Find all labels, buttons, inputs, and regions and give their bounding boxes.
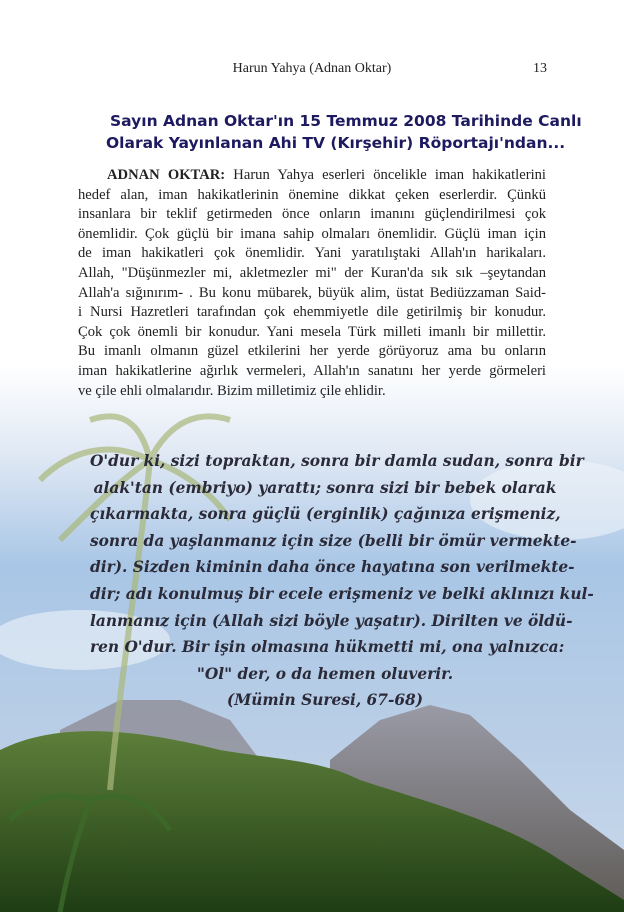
paragraph-line: hedef alan, iman hakikatlerinin önemine dikkat çeken eserlerdir. Çünkü	[78, 186, 546, 203]
title-line: Sayın Adnan Oktar'ın 15 Temmuz 2008 Tarihinde Canlı	[110, 112, 582, 130]
paragraph-line: i Nursi Hazretleri tarafından çok ehemmiyetle dile getirilmiş bir konudur.	[78, 304, 546, 321]
paragraph-line: insanlara bir teklif getirmeden önce onların imanını güçlendirilmesi çok	[78, 206, 546, 223]
verse-line: dir; adı konulmuş bir ecele erişmeniz ve belki aklınızı kul-	[90, 584, 594, 603]
verse-line: O'dur ki, sizi topraktan, sonra bir damla sudan, sonra bir	[90, 452, 584, 470]
verse-line: çıkarmakta, sonra güçlü (erginlik) çağınıza erişmeniz,	[90, 505, 561, 524]
paragraph-line: Allah, "Düşünmezler mi, akletmezler mi" der Kuran'da sık sık –şeytandan	[78, 264, 546, 281]
running-title: Harun Yahya (Adnan Oktar)	[232, 61, 392, 76]
verse-line: sonra da yaşlanmanız için size (belli bir ömür vermekte-	[90, 531, 577, 550]
paragraph-line: önemlidir. Çok güçlü bir imana sahip olmaları önemlidir. Güçlü iman için	[78, 225, 546, 242]
verse-quote	[90, 448, 594, 714]
verse-line: alak'tan (embriyo) yarattı; sonra sizi bir bebek olarak	[93, 478, 557, 497]
paragraph-line: Çok çok önemli bir konudur. Yani mesela Türk milleti imanlı bir millettir.	[78, 323, 546, 340]
paragraph-line: ADNAN OKTAR: Harun Yahya eserleri öncelikle iman hakikatlerini	[107, 167, 546, 183]
verse-line: "Ol" der, o da hemen oluverir.	[196, 664, 454, 683]
page-number: 13	[533, 61, 547, 76]
paragraph-line: ve çile ehli olmalarıdır. Bizim milletimiz çile ehlidir.	[78, 382, 386, 399]
title-line: Olarak Yayınlanan Ahi TV (Kırşehir) Röportajı'ndan...	[106, 134, 566, 152]
interview-paragraph	[78, 166, 546, 401]
verse-source: (Mümin Suresi, 67-68)	[226, 691, 424, 710]
paragraph-line: Allah'a sığınırım- . Bu konu mübarek, büyük alim, üstat Bediüzzaman Said-	[78, 284, 546, 301]
section-title	[0, 110, 624, 154]
verse-line: lanmanız için (Allah sizi böyle yaşatır). Dirilten ve öldü-	[90, 611, 573, 630]
paragraph-line: Bu imanlı olmanın güzel etkilerini her yerde görüyoruz ama bu onların	[78, 343, 546, 360]
verse-line: dir). Sizden kiminin daha önce hayatına son verilmekte-	[90, 558, 575, 577]
paragraph-line: iman hakikatlerine ağırlık vermeleri, Allah'ın sanatını her yerde görmeleri	[78, 362, 546, 379]
paragraph-line: de iman hakikatleri çok önemlidir. Yani yaratılıştaki Allah'ın harikaları.	[78, 245, 546, 262]
speaker-label: ADNAN OKTAR:	[107, 167, 226, 183]
verse-line: ren O'dur. Bir işin olmasına hükmetti mi, ona yalnızca:	[90, 638, 565, 657]
